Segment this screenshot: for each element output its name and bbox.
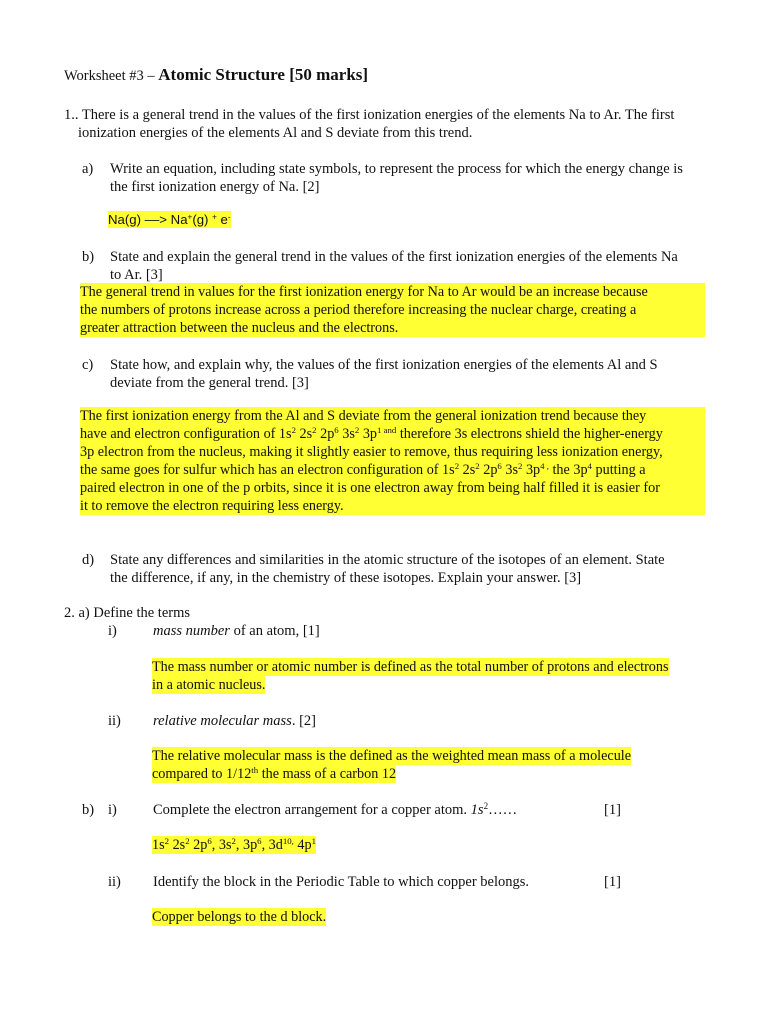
- q1-intro-line1: 1.. There is a general trend in the values of the first ionization energies of the elements Na to Ar. The first: [64, 107, 675, 123]
- q1d-label: d): [82, 552, 95, 568]
- q2aii-answer-line1: The relative molecular mass is the defined as the weighted mean mass of a molecule: [152, 748, 632, 764]
- q1c-answer-line3: 3p electron from the nucleus, making it slightly easier to remove, thus requiring less ionization energy,: [80, 444, 663, 460]
- q1-intro-line2: ionization energies of the elements Al and S deviate from this trend.: [78, 125, 473, 141]
- q1c-answer-line5: paired electron in one of the p orbits, since it is one electron away from being half filled it is easier for: [80, 480, 660, 496]
- q1d-line2: the difference, if any, in the chemistry of these isotopes. Explain your answer. [3]: [110, 570, 582, 586]
- q1c-line2: deviate from the general trend. [3]: [110, 375, 309, 391]
- q1b-answer: [80, 283, 705, 337]
- q1c-answer: [80, 407, 705, 515]
- q1c-answer-line6: it to remove the electron requiring less energy.: [80, 498, 344, 514]
- q2bii-question: Identify the block in the Periodic Table to which copper belongs.: [153, 874, 530, 890]
- q1a-answer-sup3: -: [227, 212, 231, 222]
- q2bi-answer: $1s^2$ $2s^2$ $2p^6$, $3s^2$, $3p^6$, $3d^{10,}$ $4p^1$: [152, 836, 316, 853]
- q2bii-answer: Copper belongs to the d block.: [152, 909, 327, 925]
- q1a-answer-e: e: [216, 212, 228, 227]
- q2bi-marks: [1]: [604, 802, 621, 818]
- q1b-label: b): [82, 249, 95, 265]
- q2a-intro: 2. a) Define the terms: [64, 605, 191, 621]
- q2bi-question: Complete the electron arrangement for a copper atom. $1s^2\dots\dots$: [153, 801, 518, 818]
- title-prefix: Worksheet #3 –: [64, 68, 159, 84]
- q2ai-answer-line1: The mass number or atomic number is defined as the total number of protons and electrons: [152, 659, 669, 675]
- q2aii-answer-line2: compared to 1/12th the mass of a carbon 12: [152, 765, 397, 782]
- q1a-line1: Write an equation, including state symbols, to represent the process for which the energy change is: [110, 161, 683, 177]
- q1a-answer-mid: (g): [192, 212, 213, 227]
- q2bii-marks: [1]: [604, 874, 621, 890]
- q1d-line1: State any differences and similarities in the atomic structure of the isotopes of an element. State: [110, 552, 665, 568]
- q2aii-question: relative molecular mass. [2]: [153, 713, 316, 729]
- q1c-answer-line1: The first ionization energy from the Al and S deviate from the general ionization trend because they: [80, 408, 647, 424]
- q1b-answer-line2: the numbers of protons increase across a period therefore increasing the nuclear charge, creating a: [80, 302, 637, 318]
- q1b-line2: to Ar. [3]: [110, 267, 163, 283]
- q2ai-label: i): [108, 623, 117, 639]
- q1b-line1: State and explain the general trend in the values of the first ionization energies of the elements Na: [110, 249, 678, 265]
- q1c-answer-line2: have and electron configuration of $1s^2$ $2s^2$ $2p^6$ $3s^2$ $3p^{1 and}$ therefore 3s electrons shield the higher-energy: [80, 425, 663, 442]
- q1b-answer-line1: The general trend in values for the first ionization energy for Na to Ar would be an increase because: [80, 284, 648, 300]
- q1a-answer-sup1: +: [187, 212, 193, 222]
- q1a-answer: [108, 211, 231, 228]
- q1a-label: a): [82, 161, 94, 177]
- q1c-label: c): [82, 357, 94, 373]
- title-main: Atomic Structure [50 marks]: [158, 65, 369, 84]
- q1b-answer-line3: greater attraction between the nucleus and the electrons.: [80, 320, 399, 336]
- q2ai-answer-line2: in a atomic nucleus.: [152, 677, 266, 693]
- q1a-answer-sup2: +: [212, 212, 217, 222]
- q2ai-question: mass number of an atom, [1]: [153, 623, 320, 639]
- q1c-answer-line4: the same goes for sulfur which has an electron configuration of $1s^2$ $2s^2$ $2p^6$ $3s^2$ $3p^{4 ,}$ the $3p^4$ putting a: [80, 461, 646, 478]
- worksheet-title: [64, 66, 368, 85]
- q2b-label: b): [82, 802, 95, 818]
- q1c-line1: State how, and explain why, the values of the first ionization energies of the elements Al and S: [110, 357, 658, 373]
- q1a-line2: the first ionization energy of Na. [2]: [110, 179, 320, 195]
- q2bi-label: i): [108, 802, 117, 818]
- q2aii-label: ii): [108, 713, 121, 729]
- q2bii-label: ii): [108, 874, 121, 890]
- q1a-answer-left: Na(g) ––> Na: [108, 212, 188, 227]
